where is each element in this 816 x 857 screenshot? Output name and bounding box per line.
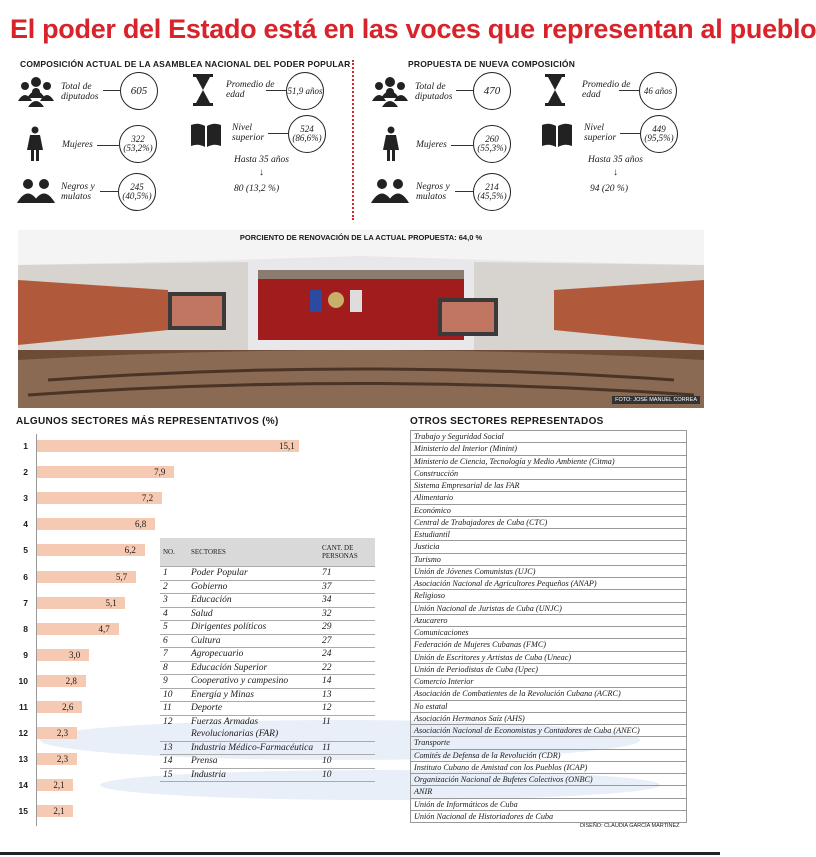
list-item: Comercio Interior <box>411 676 686 688</box>
list-item: Alimentario <box>411 492 686 504</box>
bottom-rule <box>0 852 720 855</box>
cell-count: 10 <box>319 768 375 782</box>
current-mujeres-label: Mujeres <box>62 140 93 150</box>
table-row <box>160 580 375 594</box>
cell-no: 11 <box>160 702 188 716</box>
cell-count: 11 <box>319 715 375 741</box>
col-header-sectores: SECTORES <box>188 538 319 567</box>
bar <box>37 440 299 452</box>
sectors-table <box>160 538 375 782</box>
cell-no: 13 <box>160 741 188 755</box>
list-item: Justicia <box>411 541 686 553</box>
bar-value-label: 6,2 <box>124 545 136 556</box>
cell-no: 8 <box>160 661 188 675</box>
proposed-nivel-value: 449 (95,5%) <box>640 115 678 153</box>
list-item: Unión Nacional de Juristas de Cuba (UNJC) <box>411 603 686 615</box>
cell-sector: Poder Popular <box>188 567 319 581</box>
cell-count: 29 <box>319 621 375 635</box>
cell-no: 14 <box>160 755 188 769</box>
cell-sector: Industria Médico-Farmacéutica <box>188 741 319 755</box>
current-mujeres-value: 322 (53,2%) <box>119 125 157 163</box>
down-arrow-icon: ↓ <box>613 167 618 178</box>
table-row <box>160 607 375 621</box>
bar <box>37 701 82 713</box>
woman-icon <box>26 126 44 162</box>
others-list <box>410 430 687 823</box>
rank-label: 10 <box>18 675 28 686</box>
list-item: No estatal <box>411 701 686 713</box>
cell-count: 71 <box>319 567 375 581</box>
rank-label: 12 <box>18 728 28 739</box>
cell-no: 4 <box>160 607 188 621</box>
list-item: Unión de Escritores y Artistas de Cuba (Uneac) <box>411 652 686 664</box>
cell-count: 27 <box>319 634 375 648</box>
hourglass-icon <box>544 74 566 106</box>
list-item: Organización Nacional de Bufetes Colectivos (ONBC) <box>411 774 686 786</box>
list-item: Comités de Defensa de la Revolución (CDR) <box>411 750 686 762</box>
rank-label: 1 <box>23 441 28 451</box>
cell-no: 10 <box>160 688 188 702</box>
bar-value-label: 2,1 <box>53 806 65 817</box>
people-group-icon <box>370 74 410 108</box>
table-row <box>160 688 375 702</box>
cell-sector: Gobierno <box>188 580 319 594</box>
table-row <box>160 741 375 755</box>
proposed-edad-value: 46 años <box>639 72 677 110</box>
cell-count: 24 <box>319 648 375 662</box>
rank-label: 11 <box>19 702 28 712</box>
cell-no: 7 <box>160 648 188 662</box>
rank-label: 8 <box>23 623 28 634</box>
list-item: Turismo <box>411 554 686 566</box>
cell-count: 32 <box>319 607 375 621</box>
list-item: Unión de Jóvenes Comunistas (UJC) <box>411 566 686 578</box>
cell-sector: Deporte <box>188 702 319 716</box>
cell-count: 11 <box>319 741 375 755</box>
current-hasta-label: Hasta 35 años <box>234 155 289 165</box>
bar-value-label: 2,1 <box>53 780 65 791</box>
cell-count: 10 <box>319 755 375 769</box>
list-item: Religioso <box>411 590 686 602</box>
proposed-negros-value: 214 (45,5%) <box>473 173 511 211</box>
photo-caption: PORCIENTO DE RENOVACIÓN DE LA ACTUAL PROPUESTA: 64,0 % <box>239 233 483 242</box>
list-item: Asociación Nacional de Economistas y Contadores de Cuba (ANEC) <box>411 725 686 737</box>
page-title: El poder del Estado está en las voces que representan al pueblo <box>10 14 816 44</box>
current-diputados-value: 605 <box>120 72 158 110</box>
photo-credit: FOTO: JOSÉ MANUEL CORREA <box>612 396 700 404</box>
cell-sector: Agropecuario <box>188 648 319 662</box>
col-header-no: NO. <box>160 538 188 567</box>
two-people-icon <box>16 178 56 204</box>
bar-value-label: 5,7 <box>115 571 128 582</box>
proposed-hasta-value: 94 (20 %) <box>590 184 628 194</box>
current-nivel-value: 524 (86,6%) <box>288 115 326 153</box>
chart-title: ALGUNOS SECTORES MÁS REPRESENTATIVOS (%) <box>16 416 279 427</box>
list-item: Asociación Hermanos Saíz (AHS) <box>411 713 686 725</box>
bar-value-label: 3,0 <box>69 649 81 660</box>
proposed-mujeres-label: Mujeres <box>416 140 447 150</box>
current-nivel-label: Nivel superior <box>232 123 265 143</box>
rank-label: 2 <box>23 467 28 478</box>
col-header-cant: CANT. DE PERSONAS <box>319 538 375 567</box>
cell-count: 12 <box>319 702 375 716</box>
list-item: Ministerio del Interior (Minint) <box>411 443 686 455</box>
cell-sector: Industria <box>188 768 319 782</box>
list-item: Transporte <box>411 737 686 749</box>
table-row <box>160 634 375 648</box>
cell-count: 13 <box>319 688 375 702</box>
cell-sector: Cultura <box>188 634 319 648</box>
down-arrow-icon: ↓ <box>259 167 264 178</box>
cell-no: 12 <box>160 715 188 741</box>
current-heading: COMPOSICIÓN ACTUAL DE LA ASAMBLEA NACIONAL DEL PODER POPULAR <box>20 59 351 69</box>
people-group-icon <box>16 74 56 108</box>
table-row <box>160 661 375 675</box>
list-item: Azucarero <box>411 615 686 627</box>
list-item: Asociación de Combatientes de la Revolución Cubana (ACRC) <box>411 688 686 700</box>
current-diputados-label: Total de diputados <box>61 82 99 102</box>
cell-sector: Educación <box>188 594 319 608</box>
cell-sector: Fuerzas Armadas Revolucionarias (FAR) <box>188 715 319 741</box>
current-negros-value: 245 (40,5%) <box>118 173 156 211</box>
proposed-edad-label: Promedio de edad <box>582 80 631 100</box>
rank-label: 9 <box>23 649 28 660</box>
list-item: ANIR <box>411 786 686 798</box>
list-item: Construcción <box>411 468 686 480</box>
list-item: Estudiantil <box>411 529 686 541</box>
list-item: Unión de Informáticos de Cuba <box>411 799 686 811</box>
list-item: Asociación Nacional de Agricultores Pequeños (ANAP) <box>411 578 686 590</box>
bar-value-label: 7,2 <box>141 493 154 504</box>
rank-label: 6 <box>23 571 28 582</box>
list-item: Económico <box>411 505 686 517</box>
list-item: Unión de Periodistas de Cuba (Upec) <box>411 664 686 676</box>
others-title: OTROS SECTORES REPRESENTADOS <box>410 416 604 427</box>
current-edad-label: Promedio de edad <box>226 80 275 100</box>
bar <box>37 649 89 661</box>
bar-value-label: 5,1 <box>105 597 117 608</box>
proposed-diputados-label: Total de diputados <box>415 82 453 102</box>
current-edad-value: 51,9 años <box>286 72 324 110</box>
assembly-hall-photo <box>18 230 704 408</box>
proposed-heading: PROPUESTA DE NUEVA COMPOSICIÓN <box>408 59 576 69</box>
cell-no: 3 <box>160 594 188 608</box>
rank-label: 15 <box>18 806 28 817</box>
cell-no: 6 <box>160 634 188 648</box>
table-row <box>160 621 375 635</box>
bar-value-label: 2,3 <box>56 754 69 765</box>
bar-value-label: 4,7 <box>98 623 110 634</box>
table-row <box>160 567 375 581</box>
cell-no: 2 <box>160 580 188 594</box>
list-item: Federación de Mujeres Cubanas (FMC) <box>411 639 686 651</box>
list-item: Comunicaciones <box>411 627 686 639</box>
current-hasta-value: 80 (13,2 %) <box>234 184 280 194</box>
proposed-mujeres-value: 260 (55,3%) <box>473 125 511 163</box>
list-item: Ministerio de Ciencia, Tecnología y Medio Ambiente (Citma) <box>411 456 686 468</box>
cell-sector: Educación Superior <box>188 661 319 675</box>
bar-value-label: 2,8 <box>65 675 77 686</box>
proposed-diputados-value: 470 <box>473 72 511 110</box>
cell-count: 34 <box>319 594 375 608</box>
two-people-icon <box>370 178 410 204</box>
bar-value-label: 7,9 <box>154 467 166 478</box>
cell-count: 37 <box>319 580 375 594</box>
table-row <box>160 715 375 741</box>
cell-count: 14 <box>319 675 375 689</box>
list-item: Trabajo y Seguridad Social <box>411 431 686 443</box>
bar-value-label: 2,6 <box>62 702 74 712</box>
table-row <box>160 648 375 662</box>
bar-value-label: 15,1 <box>279 441 295 451</box>
bar-value-label: 2,3 <box>56 728 69 739</box>
cell-sector: Prensa <box>188 755 319 769</box>
list-item: Instituto Cubano de Amistad con los Pueblos (ICAP) <box>411 762 686 774</box>
rank-label: 4 <box>23 519 28 530</box>
table-row <box>160 594 375 608</box>
bar-value-label: 6,8 <box>134 519 147 530</box>
table-row <box>160 702 375 716</box>
bar <box>37 675 86 687</box>
section-divider <box>352 60 354 220</box>
table-row <box>160 755 375 769</box>
design-credit: DISEÑO: CLAUDIA GARCÍA MARTÍNEZ <box>580 823 680 829</box>
cell-no: 5 <box>160 621 188 635</box>
cell-no: 15 <box>160 768 188 782</box>
rank-label: 3 <box>23 493 28 504</box>
list-item: Unión Nacional de Historiadores de Cuba <box>411 811 686 823</box>
table-row <box>160 768 375 782</box>
cell-no: 1 <box>160 567 188 581</box>
rank-label: 13 <box>18 754 28 765</box>
cell-sector: Salud <box>188 607 319 621</box>
cell-count: 22 <box>319 661 375 675</box>
cell-sector: Energía y Minas <box>188 688 319 702</box>
rank-label: 14 <box>18 780 28 791</box>
cell-sector: Dirigentes políticos <box>188 621 319 635</box>
proposed-nivel-label: Nivel superior <box>584 123 617 143</box>
rank-label: 7 <box>23 597 28 608</box>
woman-icon <box>382 126 400 162</box>
hourglass-icon <box>192 74 214 106</box>
proposed-negros-label: Negros y mulatos <box>416 182 450 202</box>
list-item: Central de Trabajadores de Cuba (CTC) <box>411 517 686 529</box>
table-row <box>160 675 375 689</box>
current-negros-label: Negros y mulatos <box>61 182 95 202</box>
list-item: Sistema Empresarial de las FAR <box>411 480 686 492</box>
cell-sector: Cooperativo y campesino <box>188 675 319 689</box>
rank-label: 5 <box>23 545 28 556</box>
proposed-hasta-label: Hasta 35 años <box>588 155 643 165</box>
cell-no: 9 <box>160 675 188 689</box>
book-icon <box>190 122 222 148</box>
book-icon <box>541 122 573 148</box>
